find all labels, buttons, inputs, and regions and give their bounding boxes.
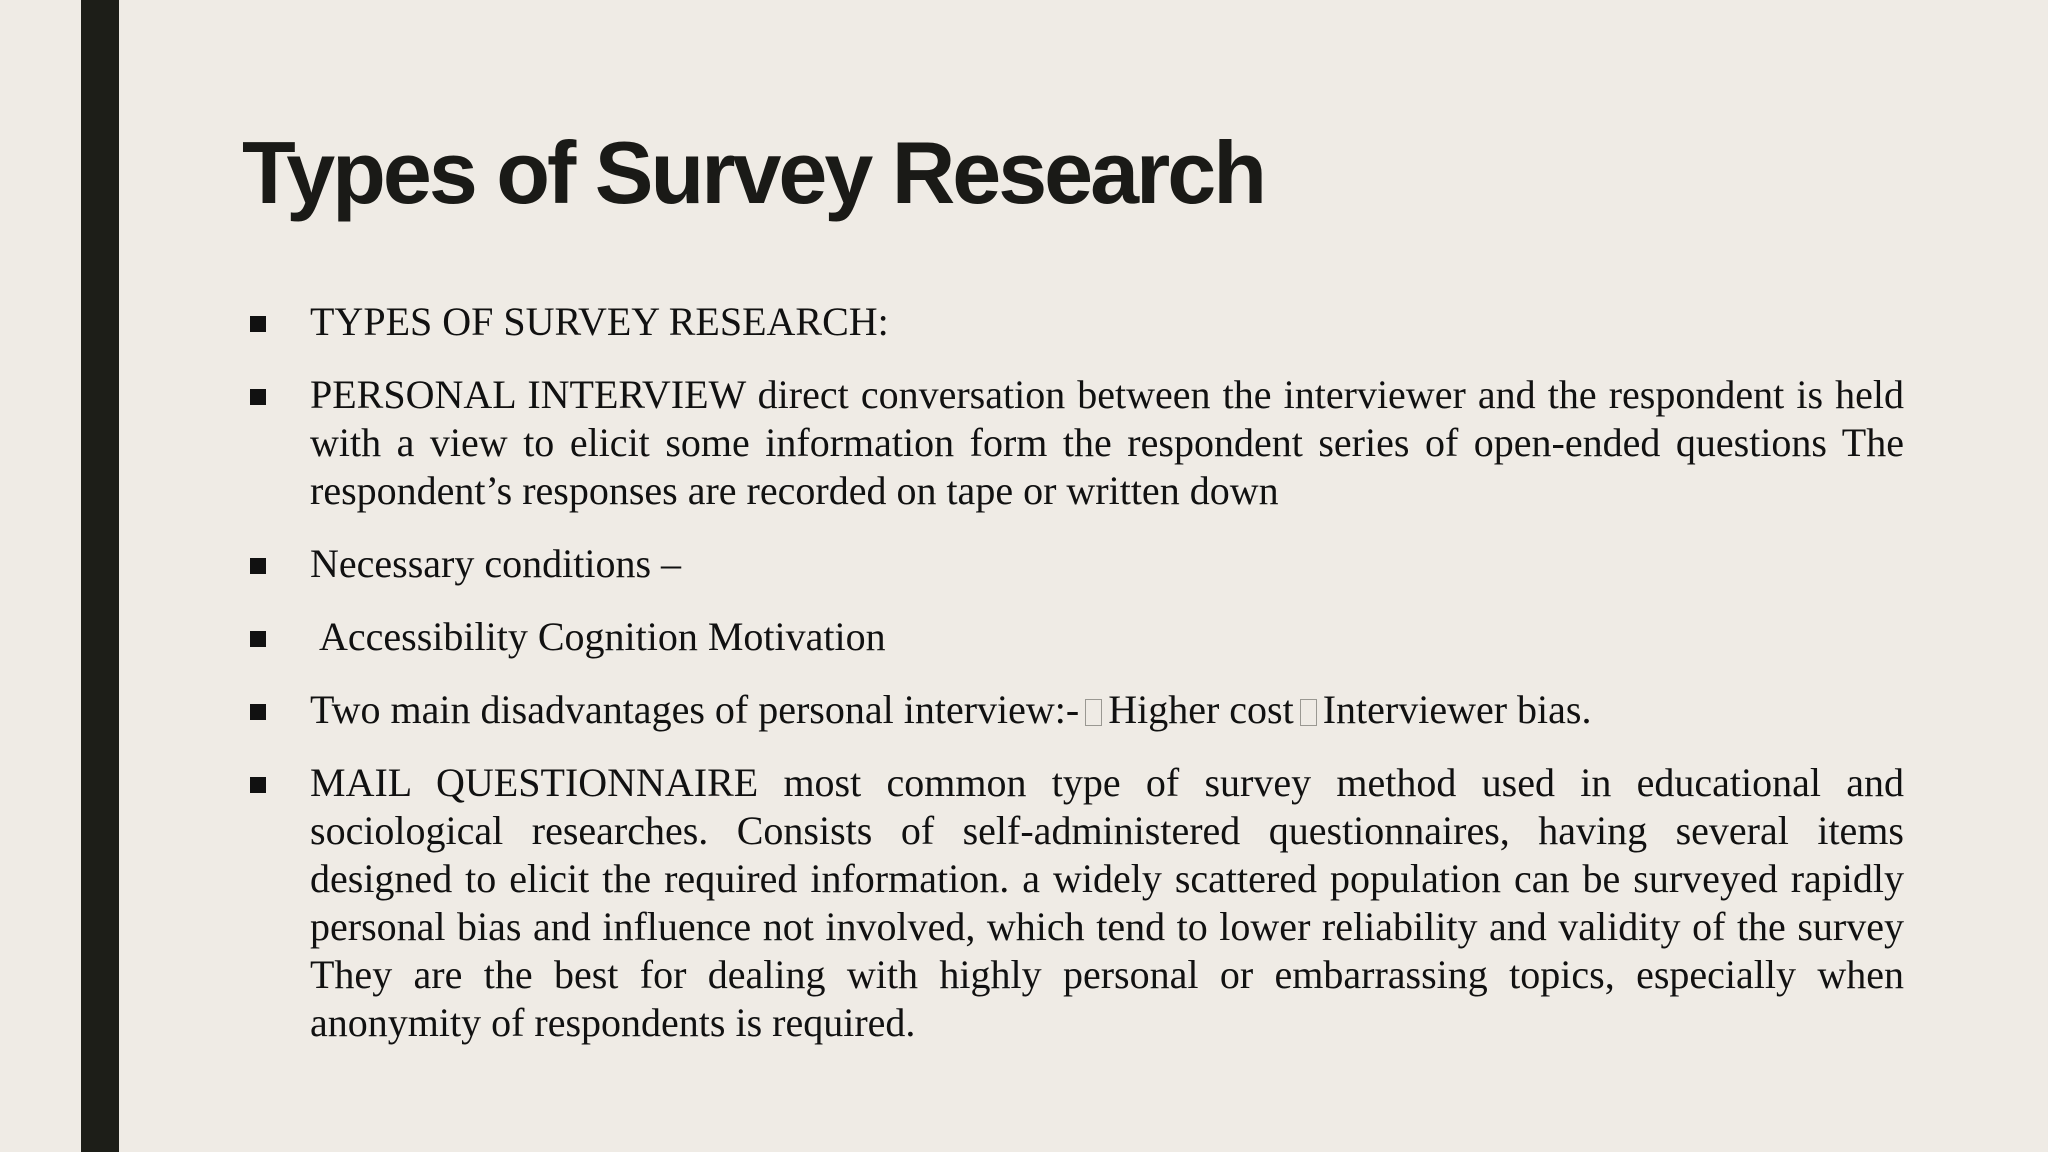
- missing-glyph-box-icon: [1085, 699, 1102, 726]
- accent-side-bar: [81, 0, 119, 1152]
- square-bullet-icon: [250, 704, 266, 720]
- bullet-text: Accessibility Cognition Motivation: [319, 614, 886, 659]
- bullet-item: [248, 613, 1904, 661]
- missing-glyph-box-icon: [1300, 699, 1317, 726]
- bullet-text: Necessary conditions –: [310, 541, 682, 586]
- square-bullet-icon: [250, 631, 266, 647]
- bullet-text: Higher cost: [1108, 687, 1294, 732]
- bullet-item: [248, 759, 1904, 1047]
- bullet-text: Two main disadvantages of personal interview:-: [310, 687, 1080, 732]
- bullet-item: [248, 298, 1904, 346]
- slide-title: Types of Survey Research: [242, 123, 1264, 222]
- bullet-list: [248, 298, 1904, 1072]
- bullet-item: [248, 540, 1904, 588]
- square-bullet-icon: [250, 777, 266, 793]
- square-bullet-icon: [250, 389, 266, 405]
- bullet-text: MAIL QUESTIONNAIRE most common type of survey method used in educational and sociological researches. Consists of self-administered questionnaires, having several items designed to elicit the required information. a widely scattered population can be surveyed rapidly personal bias and influence not involved, which tend to lower reliability and validity of the survey They are the best for dealing with highly personal or embarrassing topics, especially when anonymity of respondents is required.: [310, 760, 1904, 1045]
- bullet-item: [248, 371, 1904, 515]
- square-bullet-icon: [250, 558, 266, 574]
- bullet-text: PERSONAL INTERVIEW direct conversation between the interviewer and the respondent is held with a view to elicit some information form the respondent series of open-ended questions The respondent’s responses are recorded on tape or written down: [310, 372, 1904, 513]
- square-bullet-icon: [250, 316, 266, 332]
- bullet-item: [248, 686, 1904, 734]
- bullet-text: TYPES OF SURVEY RESEARCH:: [310, 299, 889, 344]
- bullet-text: Interviewer bias.: [1322, 687, 1592, 732]
